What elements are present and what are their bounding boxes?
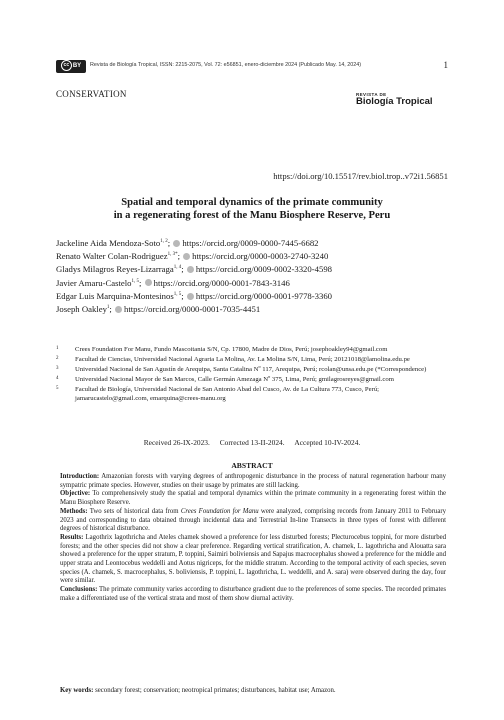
orcid-icon	[173, 240, 180, 247]
affiliation-number: 1	[56, 346, 59, 351]
abstract-conclusions	[60, 586, 446, 603]
abstract-methods	[60, 508, 446, 534]
affiliation-item	[56, 356, 448, 365]
affiliation-item	[56, 366, 448, 375]
orcid-icon	[115, 306, 122, 313]
author-affil-sup: 1, 2	[160, 239, 168, 244]
orcid-icon	[187, 266, 194, 273]
license-badge[interactable]	[56, 60, 86, 73]
journal-citation: Revista de Biología Tropical, ISSN: 2215-2075, Vol. 72: e56851, enero-diciembre 2024 (Publicado May. 14, 2024)	[90, 62, 362, 68]
affiliation-text: Universidad Nacional de San Agustín de Arequipa, Santa Catalina Nº 117, Arequipa, Perú; rcolan@unsa.edu.pe (*Correspondence)	[75, 365, 427, 373]
author-list	[56, 236, 448, 315]
received-date: Received 26-IX-2023.	[143, 438, 210, 447]
keywords	[60, 687, 446, 694]
affiliation-number: 3	[56, 365, 59, 371]
results-label: Results:	[60, 533, 84, 541]
affiliation-number: 2	[56, 355, 59, 361]
author-name: Joseph Oakley	[56, 303, 107, 314]
paper-title	[56, 196, 448, 222]
author-name: Edgar Luis Marquina-Montesinos	[56, 290, 174, 301]
methods-text-b: were analyzed, comprising records from January 2011 to February 2023 and corresponding to data obtained through incidental data and Terrestrial In-line Transects in three types of forest with different degrees of historical disturbance.	[60, 507, 447, 533]
cc-icon: cc	[61, 60, 72, 71]
abstract-objective	[60, 490, 446, 507]
conclusions-label: Conclusions:	[60, 586, 98, 594]
article-dates	[56, 438, 448, 447]
orcid-icon	[145, 279, 152, 286]
objective-label: Objective:	[60, 490, 91, 498]
methods-italic: Crees Foundation for Manu	[180, 507, 259, 515]
license-type: BY	[72, 63, 82, 70]
affiliation-number: 4	[56, 375, 59, 381]
affiliation-item	[56, 376, 448, 385]
affiliation-list	[56, 346, 448, 405]
page-number: 1	[443, 60, 448, 70]
author-affil-sup: 1	[106, 304, 110, 310]
introduction-text: Amazonian forests with varying degrees of anthropogenic disturbance in the process of natural regeneration harbour many sympatric primate species. However, studies on their usage by primates are still lacking.	[60, 473, 447, 489]
affiliation-text: Facultad de Ciencias, Universidad Nacional Agraria La Molina, Av. La Molina S/N, Lima, Perú; 20121018@lamolina.edu.pe	[75, 355, 410, 363]
author-entry: Jackeline Aida Mendoza-Soto$^{1, 2}$; https://orcid.org/0009-0000-7445-6682	[56, 237, 319, 248]
doi-link[interactable]: https://doi.org/10.15517/rev.biol.trop..v72i1.56851	[273, 171, 448, 181]
page-header	[56, 60, 448, 74]
section-label: CONSERVATION	[56, 89, 127, 99]
orcid-link[interactable]: https://orcid.org/0009-0000-7445-6682	[182, 237, 319, 248]
abstract-heading: ABSTRACT	[231, 461, 273, 470]
abstract-results	[60, 534, 446, 586]
affiliation-item	[56, 346, 448, 355]
author-name: Jackeline Aida Mendoza-Soto	[56, 237, 161, 248]
author-entry: Renato Walter Colan-Rodriguez$^{1, 3*}$; https://orcid.org/0000-0003-2740-3240	[56, 251, 329, 262]
author-entry: Joseph Oakley$^1$; https://orcid.org/0000-0001-7035-4451	[56, 303, 261, 314]
logo-small-text: REVISTA DE	[356, 92, 387, 97]
author-name: Javier Amaru-Castelo	[56, 277, 132, 288]
title-line-1: Spatial and temporal dynamics of the primate community	[121, 197, 383, 208]
author-affil-sup: 1, 5	[131, 278, 140, 284]
keywords-label: Key words:	[60, 687, 94, 694]
author-entry: Javier Amaru-Castelo$^{1, 5}$; https://orcid.org/0000-0001-7843-3146	[56, 277, 290, 288]
keywords-text: secondary forest; conservation; neotropical primates; disturbances, habitat use; Amazon.	[95, 687, 336, 694]
author-affil-sup: 1, 5	[173, 291, 182, 297]
conclusions-text: The primate community varies according to disturbance gradient due to the preferences of some species. The recorded primates make a differentiated use of the vertical strata and most of them show diurnal activity.	[60, 586, 446, 602]
affiliation-number: 5	[56, 385, 59, 391]
title-line-2: in a regenerating forest of the Manu Biosphere Reserve, Peru	[113, 210, 391, 221]
affiliation-text: Facultad de Biología, Universidad Nacional de San Antonio Abad del Cusco, Av. de La Cultura 773, Cusco, Perú; jamarucastelo@gmail.com, emarquina@crees-manu.org	[75, 385, 380, 402]
logo-big-text: Biología Tropical	[356, 96, 433, 107]
affiliation-text: Crees Foundation For Manu, Fundo Mascoitania S/N, Cp. 17800, Madre de Dios, Perú; josephoakley94@gmail.com	[75, 346, 388, 353]
author-entry: Gladys Milagros Reyes-Lizarraga$^{1, 4}$; https://orcid.org/0009-0002-3320-4598	[56, 264, 333, 275]
author-name: Renato Walter Colan-Rodriguez	[56, 251, 168, 262]
orcid-icon	[183, 253, 190, 260]
methods-text-a: Two sets of historical data from	[89, 507, 179, 515]
author-affil-sup: 1, 3*	[167, 252, 178, 258]
affiliation-item	[56, 386, 448, 403]
author-name: Gladys Milagros Reyes-Lizarraga	[56, 264, 174, 275]
abstract-introduction	[60, 473, 446, 490]
introduction-label: Introduction:	[60, 473, 100, 480]
results-text: Lagothrix lagothricha and Ateles chamek showed a preference for less disturbed forests; Plecturocebus toppini, for more disturbed forests; and the other species did not show a clear preference. Regarding vertical stratification, A. chamek, L. lagothricha and Alouatta sara showed a preference for the upper stratum, P. toppini, Saimiri boliviensis and Sapajus macrocephalus showed a preference for the middle and upper strata and Leontocebus weddelli and Aotus nigriceps, for the middle stratum. According to the temporal activity of each species, seven species (A. chamek, S. macrocephalus, S. boliviensis, P. toppini, L. lagothricha, L. weddelli, and A. sara) were observed during the day, four were similar.	[60, 533, 447, 585]
orcid-link[interactable]: https://orcid.org/0000-0001-7035-4451	[124, 303, 261, 314]
author-entry: Edgar Luis Marquina-Montesinos$^{1, 5}$; https://orcid.org/0000-0001-9778-3360	[56, 290, 333, 301]
corrected-date: Corrected 13-II-2024.	[219, 438, 285, 447]
accepted-date: Accepted 10-IV-2024.	[294, 438, 361, 447]
orcid-icon	[187, 293, 194, 300]
journal-logo	[356, 92, 448, 107]
abstract-body	[60, 473, 446, 604]
orcid-link[interactable]: https://orcid.org/0000-0001-9778-3360	[195, 290, 333, 301]
author-affil-sup: 1, 4	[173, 265, 182, 271]
affiliation-text: Universidad Nacional Mayor de San Marcos, Calle Germán Amezaga Nº 375, Lima, Perú; gmilagrosreyes@gmail.com	[75, 375, 394, 383]
objective-text: To comprehensively study the spatial and temporal dynamics within the primate community in a regenerating forest within the Manu Biosphere Reserve.	[60, 490, 447, 507]
orcid-link[interactable]: https://orcid.org/0000-0003-2740-3240	[192, 251, 329, 262]
methods-label: Methods:	[60, 507, 88, 515]
orcid-link[interactable]: https://orcid.org/0009-0002-3320-4598	[195, 264, 333, 275]
orcid-link[interactable]: https://orcid.org/0000-0001-7843-3146	[153, 277, 290, 288]
